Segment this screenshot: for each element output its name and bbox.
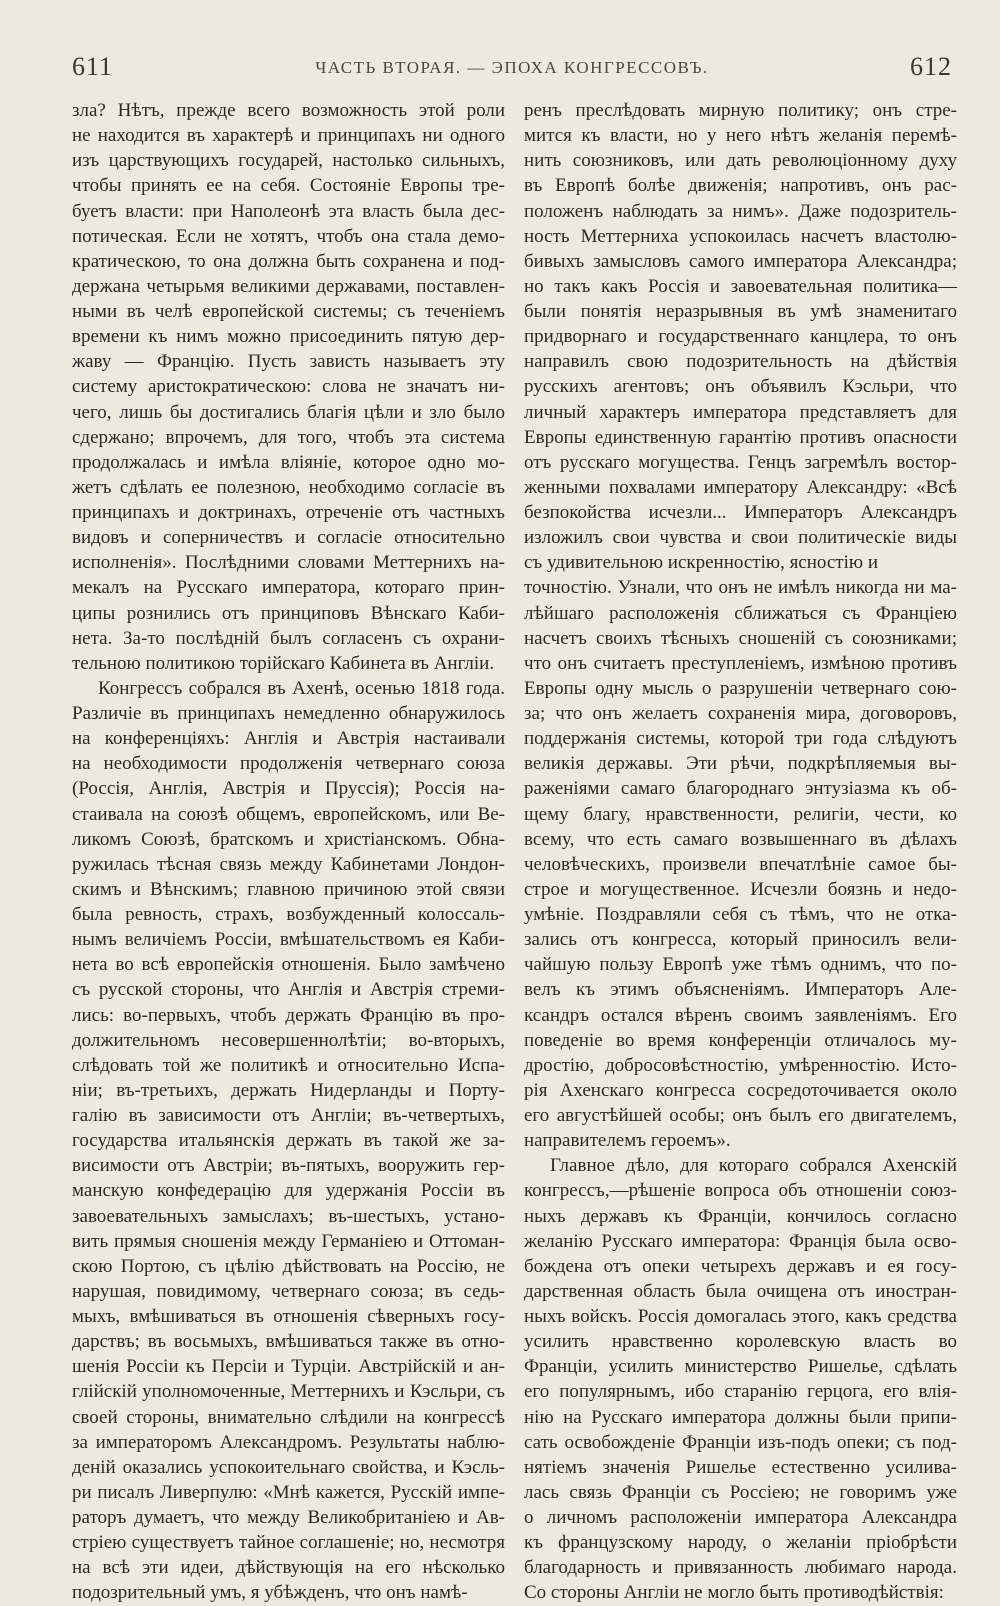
text-line: желанію Русскаго императора: Франція была осво-	[524, 1230, 957, 1252]
text-line: дарственная область была очищена отъ иностран-	[524, 1280, 957, 1302]
text-line: шенія Россіи къ Персіи и Турціи. Австрійскій и ан-	[72, 1356, 505, 1378]
text-line: стаивала на союзѣ общемъ, европейскомъ, или Ве-	[72, 803, 505, 825]
text-line: благодарность и привязанность любимаго народа.	[524, 1557, 957, 1579]
text-line: всему, что есть самаго возвышеннаго въ дѣлахъ	[524, 828, 957, 850]
text-line: была ревность, страхъ, возбужденный колоссаль-	[72, 904, 505, 925]
text-line: но такъ какъ Россія и завоевательная политика—	[524, 275, 957, 297]
text-line: Европы единственную гарантію противъ опасности	[524, 426, 957, 448]
text-line: скимъ и Вѣнскимъ; главною причиною этой связи	[72, 878, 505, 900]
text-line: раженіями самаго благороднаго энтузіазма къ об-	[524, 778, 957, 800]
left-page-number: 611	[72, 52, 114, 81]
text-line: ципы рознились отъ принциповъ Вѣнскаго Каби-	[72, 602, 505, 624]
text-line: не находится въ характерѣ и принципахъ ни одного	[72, 125, 505, 147]
text-line: на всѣ эти идеи, дѣйствующія на его нѣсколько	[72, 1557, 505, 1579]
text-line: государства итальянскія держать въ такой же за-	[72, 1130, 505, 1152]
text-line: манскую конфедерацію для удержанія Россіи въ	[72, 1180, 505, 1202]
text-line: русскихъ агентовъ; онъ объявилъ Кэсльри, что	[524, 376, 957, 398]
text-line: изъ царствующихъ государей, настолько сильныхъ,	[72, 150, 505, 172]
text-line: держана четырьмя великими державами, поставлен-	[72, 275, 505, 297]
text-line: Европы одну мысль о разрушеніи четвернаго сою-	[524, 677, 957, 699]
text-line: нымъ величіемъ Россіи, вмѣшательствомъ ея Каби-	[72, 929, 505, 951]
text-line: женными похвалами императору Александру: «Всѣ	[524, 476, 957, 498]
text-line: (Россія, Англія, Австрія и Пруссія); Россія на-	[72, 778, 505, 800]
text-line: къ французскому народу, о желаніи пріобрѣсти	[524, 1532, 957, 1554]
text-line: насчетъ своихъ тѣсныхъ сношеній съ союзниками;	[524, 627, 957, 649]
text-line: строе и могущественное. Исчезли боязнь и недо-	[524, 878, 957, 900]
text-line: съ удивительною искренностію, ясностію и	[524, 552, 879, 574]
text-line: за императоромъ Александромъ. Результаты наблю-	[72, 1431, 505, 1453]
text-line: нію на Русскаго императора должны были припи-	[524, 1406, 957, 1428]
text-line: тельною политикою торійскаго Кабинета въ Англіи.	[72, 652, 495, 674]
text-line: ніи; въ-третьихъ, держать Нидерланды и Порту-	[72, 1079, 505, 1101]
text-line: раторъ думаетъ, что между Великобританіею и Ав-	[72, 1507, 505, 1528]
text-line: конгрессъ,—рѣшеніе вопроса объ отношеніи союз-	[524, 1180, 957, 1202]
text-line: бождена отъ опеки четырехъ державъ и ея госу-	[524, 1255, 957, 1277]
text-line: буетъ власти: при Наполеонѣ эта власть была дес-	[72, 200, 505, 222]
text-line: Франціи, усилить министерство Ришелье, сдѣлать	[524, 1356, 957, 1378]
page-header	[72, 52, 952, 92]
text-line: щему благу, нравственности, религіи, чести, ко	[524, 803, 957, 825]
running-title: ЧАСТЬ ВТОРАЯ. — ЭПОХА КОНГРЕССОВЪ.	[315, 58, 709, 77]
text-line: нета во всѣ европейскія отношенія. Было замѣчено	[72, 954, 505, 976]
text-line: направителемъ героемъ».	[524, 1130, 731, 1152]
text-line: точностію. Узнали, что онъ не имѣлъ никогда ни ма-	[524, 577, 957, 599]
text-line: его августѣйшей особы; онъ былъ его двигателемъ,	[524, 1105, 957, 1126]
text-line: поддержанія системы, которой три года слѣдуютъ	[524, 728, 957, 750]
text-line: слѣдовать той же политикѣ и относительно Испа-	[72, 1054, 505, 1076]
text-line: придворнаго и государственнаго канцлера, то онъ	[524, 326, 957, 348]
text-line: скою Портою, съ цѣлію дѣйствовать на Россію, не	[72, 1255, 505, 1277]
text-line: направилъ свою подозрительность на дѣйствія	[524, 351, 957, 373]
text-line: лись: во-первыхъ, чтобъ держать Францію въ про-	[72, 1004, 505, 1026]
text-line: жаву — Францію. Пусть зависть называетъ эту	[72, 351, 505, 373]
text-line: видовъ и соперничествъ и согласіе относительно	[72, 527, 505, 549]
text-line: о личномъ расположеніи императора Александра	[524, 1507, 957, 1528]
text-line: поведеніе во время конференціи отличалось му-	[524, 1029, 957, 1051]
text-line: кратическою, то она должна быть сохранена и под-	[72, 250, 505, 272]
text-line: мится къ власти, но у него нѣтъ желанія перемѣ-	[524, 125, 957, 147]
text-line: Различіе въ принципахъ немедленно обнаружилось	[72, 703, 505, 724]
text-line: мекалъ на Русскаго императора, котораго прин-	[72, 577, 505, 599]
text-line: ность Меттерниха успокоилась насчетъ властолю-	[524, 225, 957, 247]
text-line: нарушая, повидимому, четвернаго союза; въ седь-	[72, 1280, 505, 1302]
text-line: лась связь Франціи съ Россіею; не говоримъ уже	[524, 1481, 957, 1503]
text-line: ликомъ Союзѣ, братскомъ и христіанскомъ. Обна-	[72, 828, 505, 850]
text-line: личный характеръ императора представляетъ для	[524, 401, 957, 423]
text-line: ружилась тѣсная связь между Кабинетами Лондон-	[72, 853, 505, 875]
text-line: систему аристократическою: слова не значатъ ни-	[72, 376, 505, 398]
text-line: должительномъ несовершеннолѣтіи; во-вторыхъ,	[72, 1029, 505, 1051]
text-line: лѣйшаго расположенія сближаться съ Франціею	[524, 602, 957, 624]
text-line: ныхъ державъ къ Франціи, кончилось согласно	[524, 1205, 957, 1227]
text-line: Главное дѣло, для котораго собрался Ахенскій	[550, 1155, 957, 1177]
text-line: глійскій уполномоченные, Меттернихъ и Кэсльри, съ	[72, 1381, 505, 1403]
right-page-number: 612	[910, 52, 952, 81]
text-line: человѣческихъ, произвели впечатлѣніе самое бы-	[524, 853, 957, 875]
text-line: дарствъ; въ восьмыхъ, вмѣшиваться также въ отно-	[72, 1331, 505, 1353]
text-line: висимости отъ Австріи; въ-пятыхъ, вооружить гер-	[72, 1155, 505, 1177]
text-line: что онъ считаетъ преступленіемъ, измѣною противъ	[524, 652, 957, 674]
text-line: своей стороны, внимательно слѣдили на конгрессѣ	[72, 1406, 505, 1428]
text-line: за; что онъ желаетъ сохраненія мира, договоровъ,	[524, 703, 957, 724]
text-line: были понятія неразрывныя въ умѣ знаменитаго	[524, 301, 957, 322]
text-line: нить союзниковъ, или дать революціонному духу	[524, 150, 957, 172]
text-line: на конференціяхъ: Англія и Австрія настаивали	[72, 728, 505, 750]
text-line: сдержано; впрочемъ, для того, чтобъ эта система	[72, 426, 505, 448]
text-line: въ Европѣ болѣе движенія; напротивъ, онъ рас-	[524, 175, 957, 197]
text-line: чего, лишь бы достигались благія цѣли и зло было	[72, 401, 505, 423]
text-line: положенъ наблюдать за нимъ». Даже подозритель-	[524, 200, 957, 222]
text-line: продолжалась и имѣла вліяніе, которое одно мо-	[72, 451, 505, 473]
text-line: рія Ахенскаго конгресса сосредоточивается около	[524, 1079, 957, 1101]
text-line: сать освобожденіе Франціи изъ-подъ опеки; съ под-	[524, 1431, 957, 1453]
text-line: усилить нравственно королевскую власть во	[524, 1331, 957, 1353]
text-line: чтобы принять ее на себя. Состояніе Европы тре-	[72, 175, 505, 197]
text-line: вить прямыя сношенія между Германіею и Оттоман-	[72, 1230, 505, 1252]
text-line: нятіемъ значенія Ришелье естественно усилива-	[524, 1456, 957, 1478]
right-text-column	[524, 98, 957, 1604]
text-line: Со стороны Англіи не могло быть противодѣйствія:	[524, 1582, 944, 1604]
text-line: на необходимости продолженія четвернаго союза	[72, 753, 505, 775]
text-line: деній оказались успокоительнаго свойства, и Кэсль-	[72, 1456, 505, 1478]
text-line: ри писалъ Ливерпулю: «Мнѣ кажется, Русскій импе-	[72, 1481, 505, 1503]
text-line: изложилъ свои чувства и свои политическіе виды	[524, 527, 957, 549]
text-line: его популярнымъ, ибо старанію герцога, его влія-	[524, 1381, 957, 1403]
text-line: дростію, добросовѣстностію, умѣренностію. Исто-	[524, 1054, 957, 1076]
text-line: ренъ преслѣдовать мирную политику; онъ стре-	[524, 100, 957, 121]
text-line: бивыхъ замысловъ самого императора Александра;	[524, 250, 957, 272]
text-line: чайшую пользу Европѣ уже тѣмъ однимъ, что по-	[524, 954, 957, 976]
text-line: нета. За-то послѣдній былъ согласенъ съ охрани-	[72, 627, 505, 649]
text-line: стріею существуетъ тайное соглашеніе; но, несмотря	[72, 1532, 505, 1554]
text-line: ныхъ войскъ. Россія домогалась этого, какъ средства	[524, 1306, 957, 1327]
text-line: жетъ сдѣлать ее полезною, необходимо согласіе въ	[72, 476, 505, 498]
text-line: велъ къ этимъ объясненіямъ. Императоръ Але-	[524, 979, 957, 1001]
text-line: ксандръ остался вѣренъ своимъ заявленіямъ. Его	[524, 1004, 957, 1026]
text-line: ными въ челѣ европейской системы; съ теченіемъ	[72, 301, 505, 322]
text-line: Конгрессъ собрался въ Ахенѣ, осенью 1818 года.	[98, 677, 505, 699]
text-line: съ русской стороны, что Англія и Австрія стреми-	[72, 979, 505, 1001]
text-line: завоевательныхъ замыслахъ; въ-шестыхъ, устано-	[72, 1205, 505, 1227]
text-line: принципахъ и доктринахъ, отреченіе отъ частныхъ	[72, 502, 505, 523]
text-line: отъ русскаго могущества. Генцъ загремѣлъ востор-	[524, 451, 957, 473]
text-line: мыхъ, вмѣшиваться въ отношенія сѣверныхъ госу-	[72, 1306, 505, 1327]
text-line: времени къ нимъ можно присоединить пятую дер-	[72, 326, 505, 348]
text-line: зла? Нѣтъ, прежде всего возможность этой роли	[72, 100, 505, 121]
text-line: великія державы. Эти рѣчи, подкрѣпляемыя вы-	[524, 753, 957, 775]
left-text-column	[72, 98, 505, 1604]
text-line: безпокойства исчезли... Императоръ Александръ	[524, 502, 957, 523]
text-line: исполненія». Послѣдними словами Меттернихъ на-	[72, 552, 505, 574]
text-line: подозрительный умъ, я убѣжденъ, что онъ намѣ-	[72, 1582, 468, 1604]
text-line: потическая. Если не хотятъ, чтобъ она стала демо-	[72, 225, 505, 247]
text-line: умѣніе. Поздравляли себя съ тѣмъ, что не отка-	[524, 904, 957, 925]
text-line: зались отъ конгресса, который приносилъ вели-	[524, 929, 957, 951]
text-line: галію въ зависимости отъ Англіи; въ-четвертыхъ,	[72, 1105, 505, 1126]
